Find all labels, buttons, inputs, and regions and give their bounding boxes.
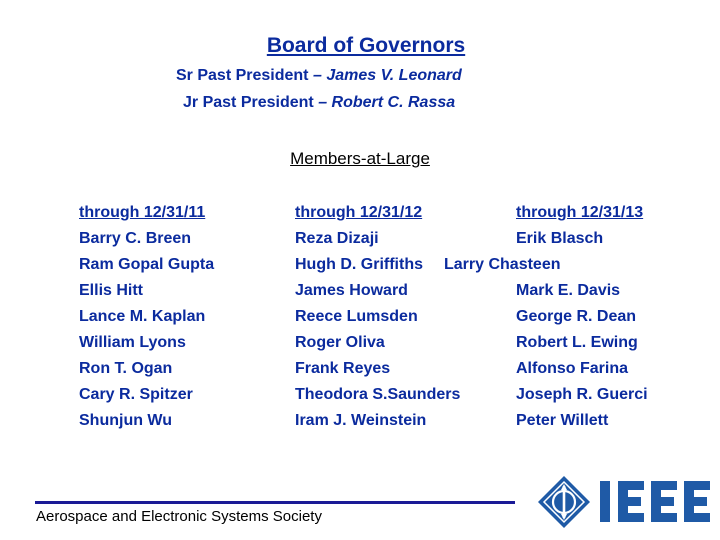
members-column-2012 (295, 200, 460, 434)
term-heading: through 12/31/12 (295, 204, 423, 221)
member-name: Ellis Hitt (79, 282, 144, 299)
officer-separator: – (312, 67, 322, 84)
ieee-diamond-logo-icon (536, 474, 592, 530)
officer-name: James V. Leonard (326, 67, 462, 84)
members-at-large-heading: Members-at-Large (290, 149, 430, 168)
officer-sr-past-president (176, 67, 462, 85)
member-name: Theodora S.Saunders (295, 386, 461, 403)
member-name: Frank Reyes (295, 360, 391, 377)
footer-divider (35, 501, 515, 504)
officer-role: Sr Past President (176, 67, 309, 84)
member-name: Barry C. Breen (79, 230, 192, 247)
member-name: Joseph R. Guerci (516, 386, 648, 403)
member-name: Lance M. Kaplan (79, 308, 206, 325)
member-name: George R. Dean (516, 308, 637, 325)
page-title (0, 34, 720, 58)
member-name: Cary R. Spitzer (79, 386, 193, 403)
ieee-logo-wordmark (598, 475, 716, 536)
member-name: Reece Lumsden (295, 308, 418, 325)
members-column-2013 (444, 200, 648, 434)
officer-role: Jr Past President (183, 94, 314, 111)
member-name: Robert L. Ewing (516, 334, 638, 351)
member-name: Peter Willett (516, 412, 609, 429)
member-name: Larry Chasteen (444, 256, 561, 273)
members-column-2011 (79, 200, 214, 434)
term-heading: through 12/31/11 (79, 204, 206, 221)
member-name: Mark E. Davis (516, 282, 621, 299)
member-name: Roger Oliva (295, 334, 385, 351)
officer-separator: – (318, 94, 328, 111)
officer-name: Robert C. Rassa (331, 94, 456, 111)
member-name: Reza Dizaji (295, 230, 379, 247)
member-name: Alfonso Farina (516, 360, 629, 377)
member-name: Shunjun Wu (79, 412, 173, 429)
member-name: Ram Gopal Gupta (79, 256, 215, 273)
member-name: Ron T. Ogan (79, 360, 173, 377)
officer-jr-past-president (183, 94, 455, 112)
member-name: William Lyons (79, 334, 186, 351)
page-title-text: Board of Governors (266, 34, 466, 57)
member-name: Erik Blasch (516, 230, 604, 247)
society-name: Aerospace and Electronic Systems Society (36, 508, 322, 525)
member-name: Hugh D. Griffiths (295, 256, 423, 273)
member-name: Iram J. Weinstein (295, 412, 427, 429)
member-name: James Howard (295, 282, 408, 299)
term-heading: through 12/31/13 (516, 204, 644, 221)
